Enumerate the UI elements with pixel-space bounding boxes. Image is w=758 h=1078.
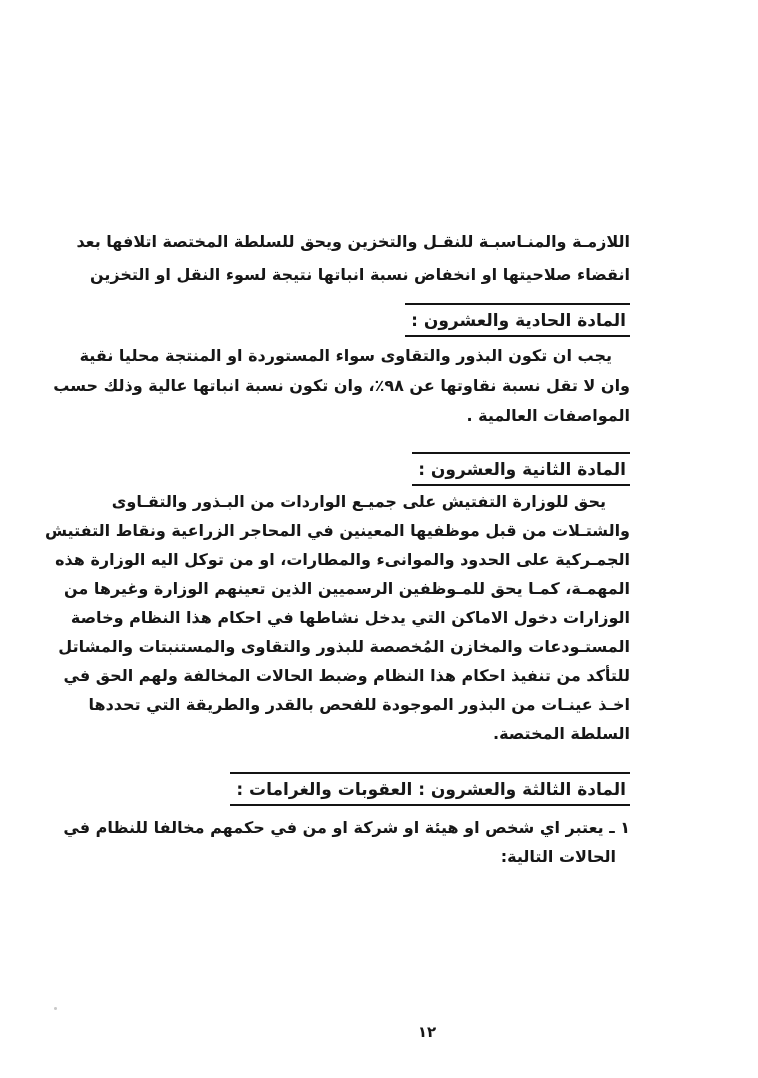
- scan-speck: [54, 1007, 57, 1010]
- text-line: السلطة المختصة.: [493, 724, 630, 743]
- section-21: [133, 303, 630, 337]
- section-22: [133, 452, 630, 486]
- text-line: انقضاء صلاحيتها او انخفاض نسبة انباتها نتيجة لسوء النقل او التخزين: [89, 265, 630, 284]
- section-heading-22: المادة الثانية والعشرون :: [412, 452, 630, 486]
- section-23: [133, 772, 630, 806]
- text-line: المواصفات العالمية .: [466, 406, 630, 425]
- text-line: الوزارات دخول الاماكن التي يدخل نشاطها في احكام هذا النظام وخاصة: [70, 608, 630, 627]
- text-line: المهمـة، كمـا يحق للمـوظفين الرسميين الذين تعينهم الوزارة وغيرها من: [64, 579, 630, 598]
- text-line: يحق للوزارة التفتيش على جميـع الواردات من البـذور والتقـاوى: [111, 492, 606, 511]
- text-line: المستـودعات والمخازن المُخصصة للبذور والتقاوى والمستنبتات والمشاتل: [58, 637, 630, 656]
- paragraph-22: [44, 487, 630, 748]
- page-number: ١٢: [417, 1023, 437, 1041]
- text-line: اللازمـة والمنـاسبـة للنقـل والتخزين ويحق للسلطة المختصة اتلافها بعد: [76, 232, 630, 251]
- paragraph-23: [63, 813, 630, 871]
- section-heading-21: المادة الحادية والعشرون :: [405, 303, 630, 337]
- section-heading-23: المادة الثالثة والعشرون : العقوبات والغرامات :: [230, 772, 630, 806]
- text-line: والشتـلات من قبل موظفيها المعينين في المحاجر الزراعية ونقاط التفتيش: [44, 521, 630, 540]
- text-line: وان لا تقل نسبة نقاوتها عن ٩٨٪، وان تكون نسبة انباتها عالية وذلك حسب: [53, 376, 630, 395]
- text-line: الحالات التالية:: [500, 847, 616, 866]
- text-line: يجب ان تكون البذور والتقاوى سواء المستوردة او المنتجة محليا نقية: [79, 346, 612, 365]
- paragraph-intro: [76, 225, 630, 291]
- text-line: الجمـركية على الحدود والموانىء والمطارات، او من توكل اليه الوزارة هذه: [55, 550, 630, 569]
- text-line: اخـذ عينـات من البذور الموجودة للفحص بالقدر والطريقة التي تحددها: [88, 695, 630, 714]
- paragraph-21: [53, 341, 630, 431]
- text-line: للتأكد من تنفيذ احكام هذا النظام وضبط الحالات المخالفة ولهم الحق في: [63, 666, 630, 685]
- text-line: ١ ـ يعتبر اي شخص او هيئة او شركة او من في حكمهم مخالفا للنظام في: [63, 818, 630, 837]
